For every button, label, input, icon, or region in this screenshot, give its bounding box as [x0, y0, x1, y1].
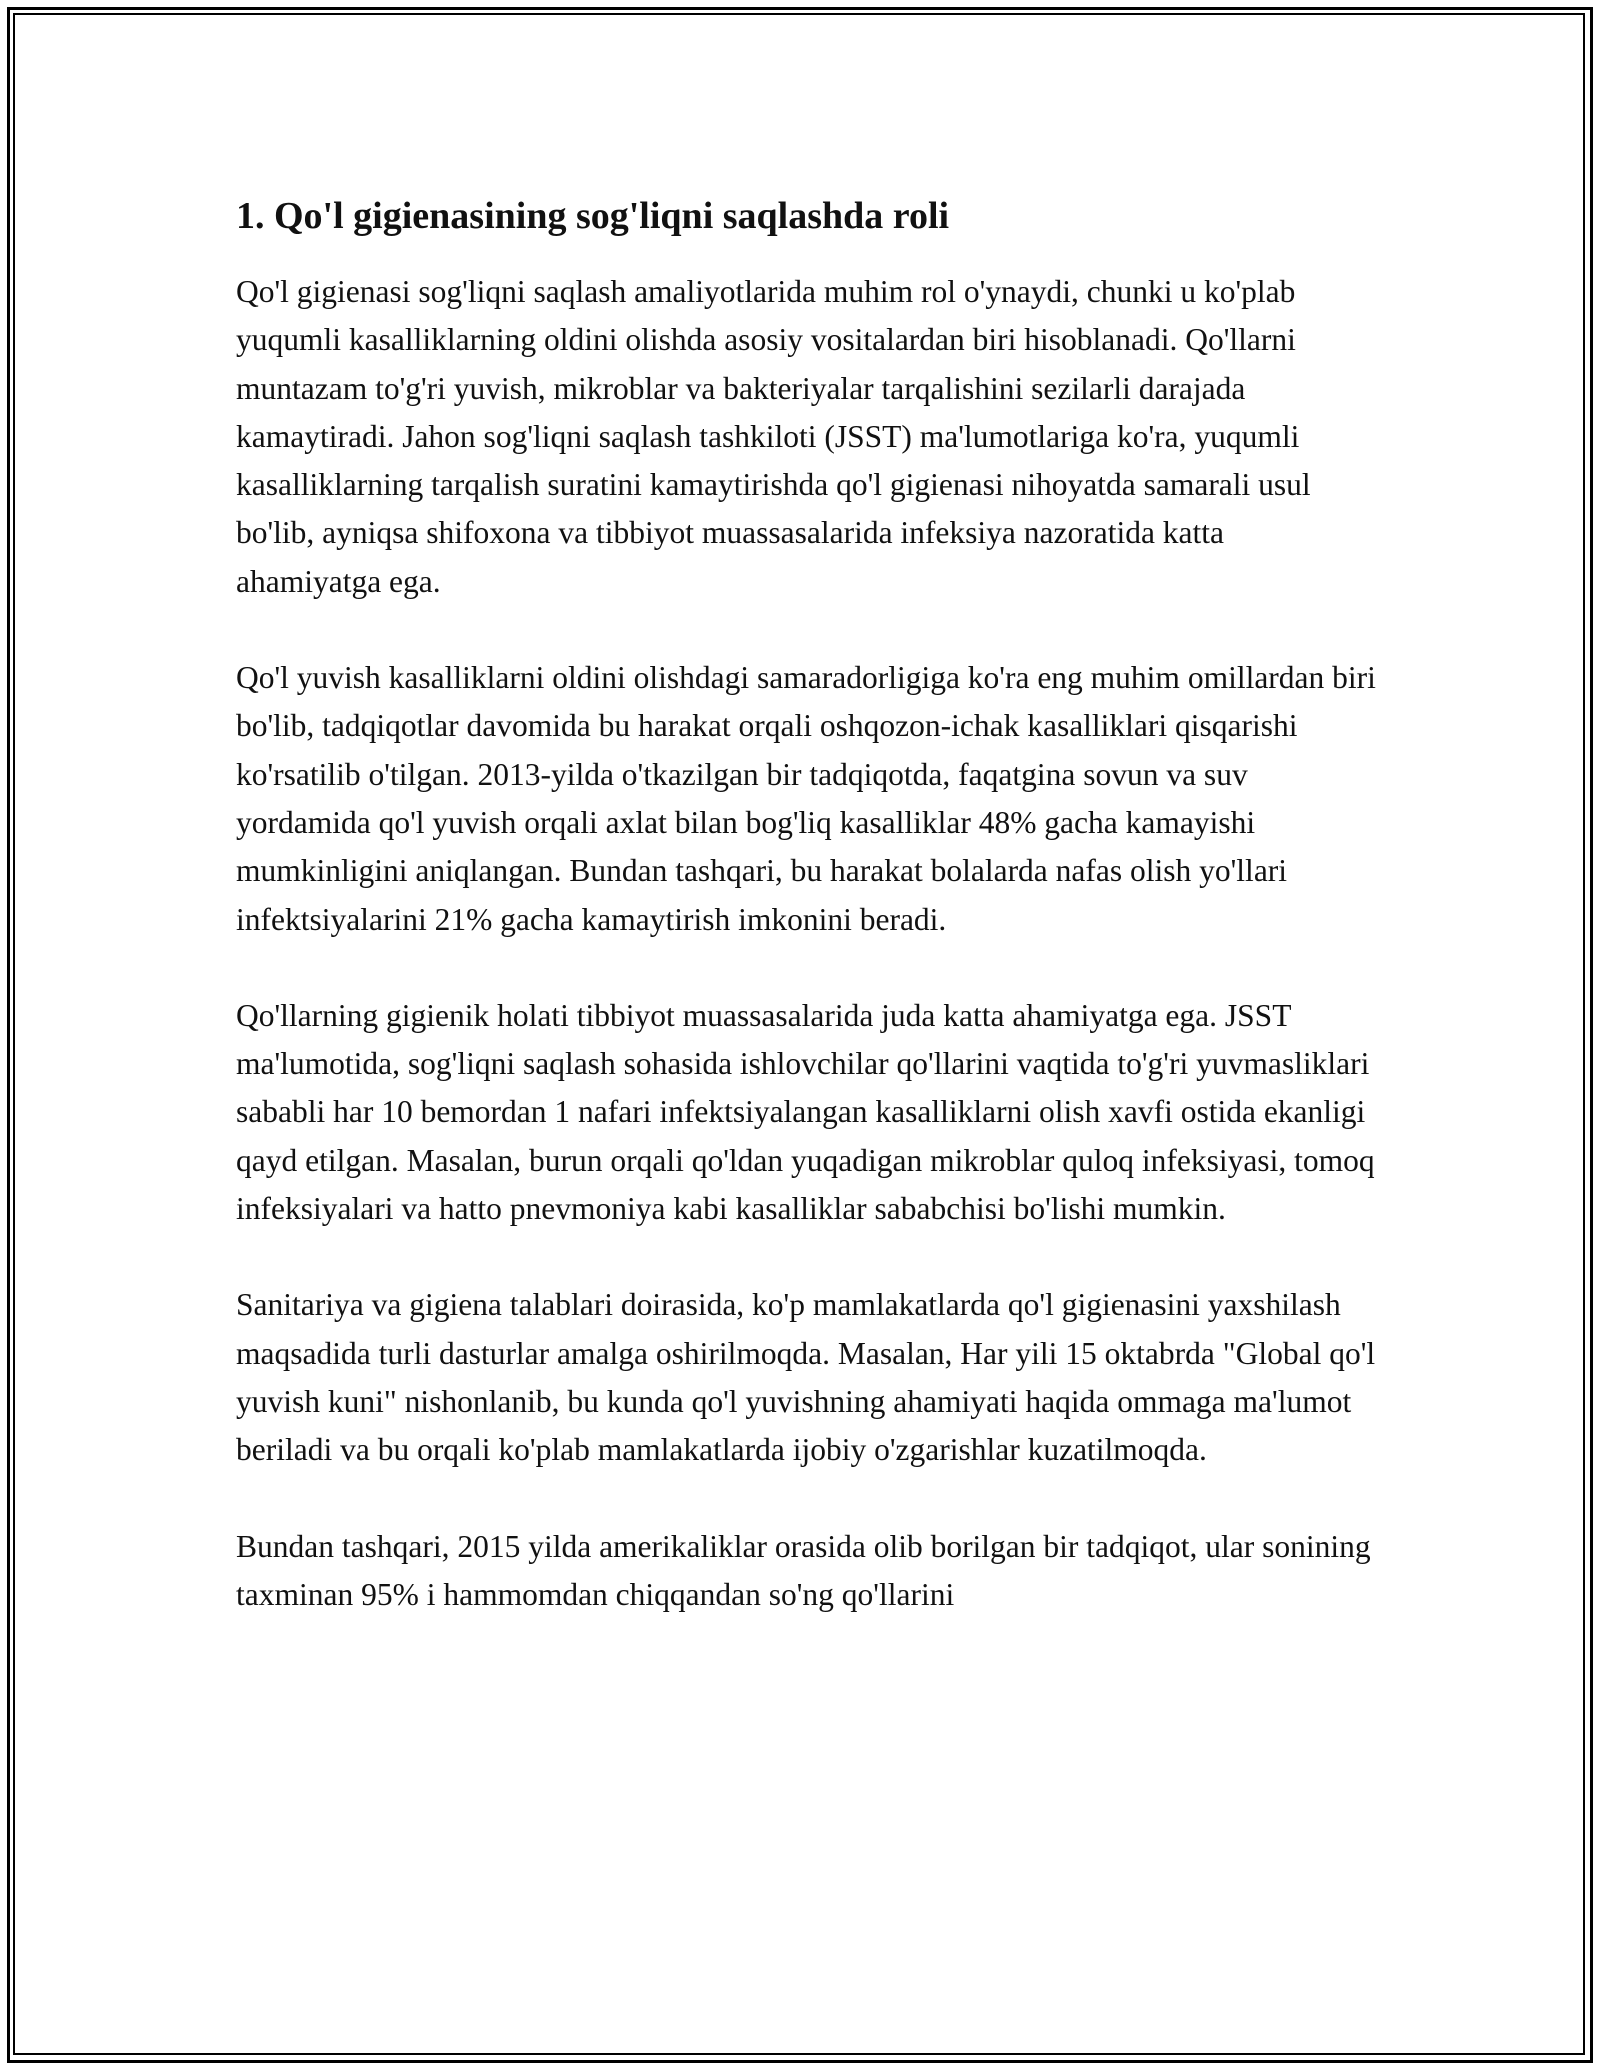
- paragraph-3: Qo'llarning gigienik holati tibbiyot muassasalarida juda katta ahamiyatga ega. JSST ma'lumotida, sog'liqni saqlash sohasida ishlovchilar qo'llarini vaqtida to'g'ri yuvmasliklari sababli har 10 bemordan 1 nafari infektsiyalangan kasalliklarni olish xavfi ostida ekanligi qayd etilgan. Masalan, burun orqali qo'ldan yuqadigan mikroblar quloq infeksiyasi, tomoq infeksiyalari va hatto pnevmoniya kabi kasalliklar sababchisi bo'lishi mumkin.: [236, 997, 1375, 1227]
- paragraph-4: Sanitariya va gigiena talablari doirasida, ko'p mamlakatlarda qo'l gigienasini yaxshilash maqsadida turli dasturlar amalga oshirilmoqda. Masalan, Har yili 15 oktabrda "Global qo'l yuvish kuni" nishonlanib, bu kunda qo'l yuvishning ahamiyati haqida ommaga ma'lumot beriladi va bu orqali ko'plab mamlakatlarda ijobiy o'zgarishlar kuzatilmoqda.: [236, 1287, 1376, 1468]
- paragraph-2: Qo'l yuvish kasalliklarni oldini olishdagi samaradorligiga ko'ra eng muhim omillardan biri bo'lib, tadqiqotlar davomida bu harakat orqali oshqozon-ichak kasalliklari qisqarishi ko'rsatilib o'tilgan. 2013-yilda o'tkazilgan bir tadqiqotda, faqatgina sovun va suv yordamida qo'l yuvish orqali axlat bilan bog'liq kasalliklar 48% gacha kamayishi mumkinligini aniqlangan. Bundan tashqari, bu harakat bolalarda nafas olish yo'llari infektsiyalarini 21% gacha kamaytirish imkonini beradi.: [236, 660, 1376, 937]
- paragraph-1: Qo'l gigienasi sog'liqni saqlash amaliyotlarida muhim rol o'ynaydi, chunki u ko'plab yuqumli kasalliklarning oldini olishda asosiy vositalardan biri hisoblanadi. Qo'llarni muntazam to'g'ri yuvish, mikroblar va bakteriyalar tarqalishini sezilarli darajada kamaytiradi. Jahon sog'liqni saqlash tashkiloti (JSST) ma'lumotlariga ko'ra, yuqumli kasalliklarning tarqalish suratini kamaytirishda qo'l gigienasi nihoyatda samarali usul bo'lib, ayniqsa shifoxona va tibbiyot muassasalarida infeksiya nazoratida katta ahamiyatga ega.: [236, 274, 1311, 599]
- paragraph-5: Bundan tashqari, 2015 yilda amerikaliklar orasida olib borilgan bir tadqiqot, ular sonining taxminan 95% i hammomdan chiqqandan so'ng qo'llarini: [236, 1528, 1371, 1612]
- section-heading: 1. Qo'l gigienasining sog'liqni saqlashda roli: [236, 195, 950, 237]
- document-body: [236, 192, 1376, 1667]
